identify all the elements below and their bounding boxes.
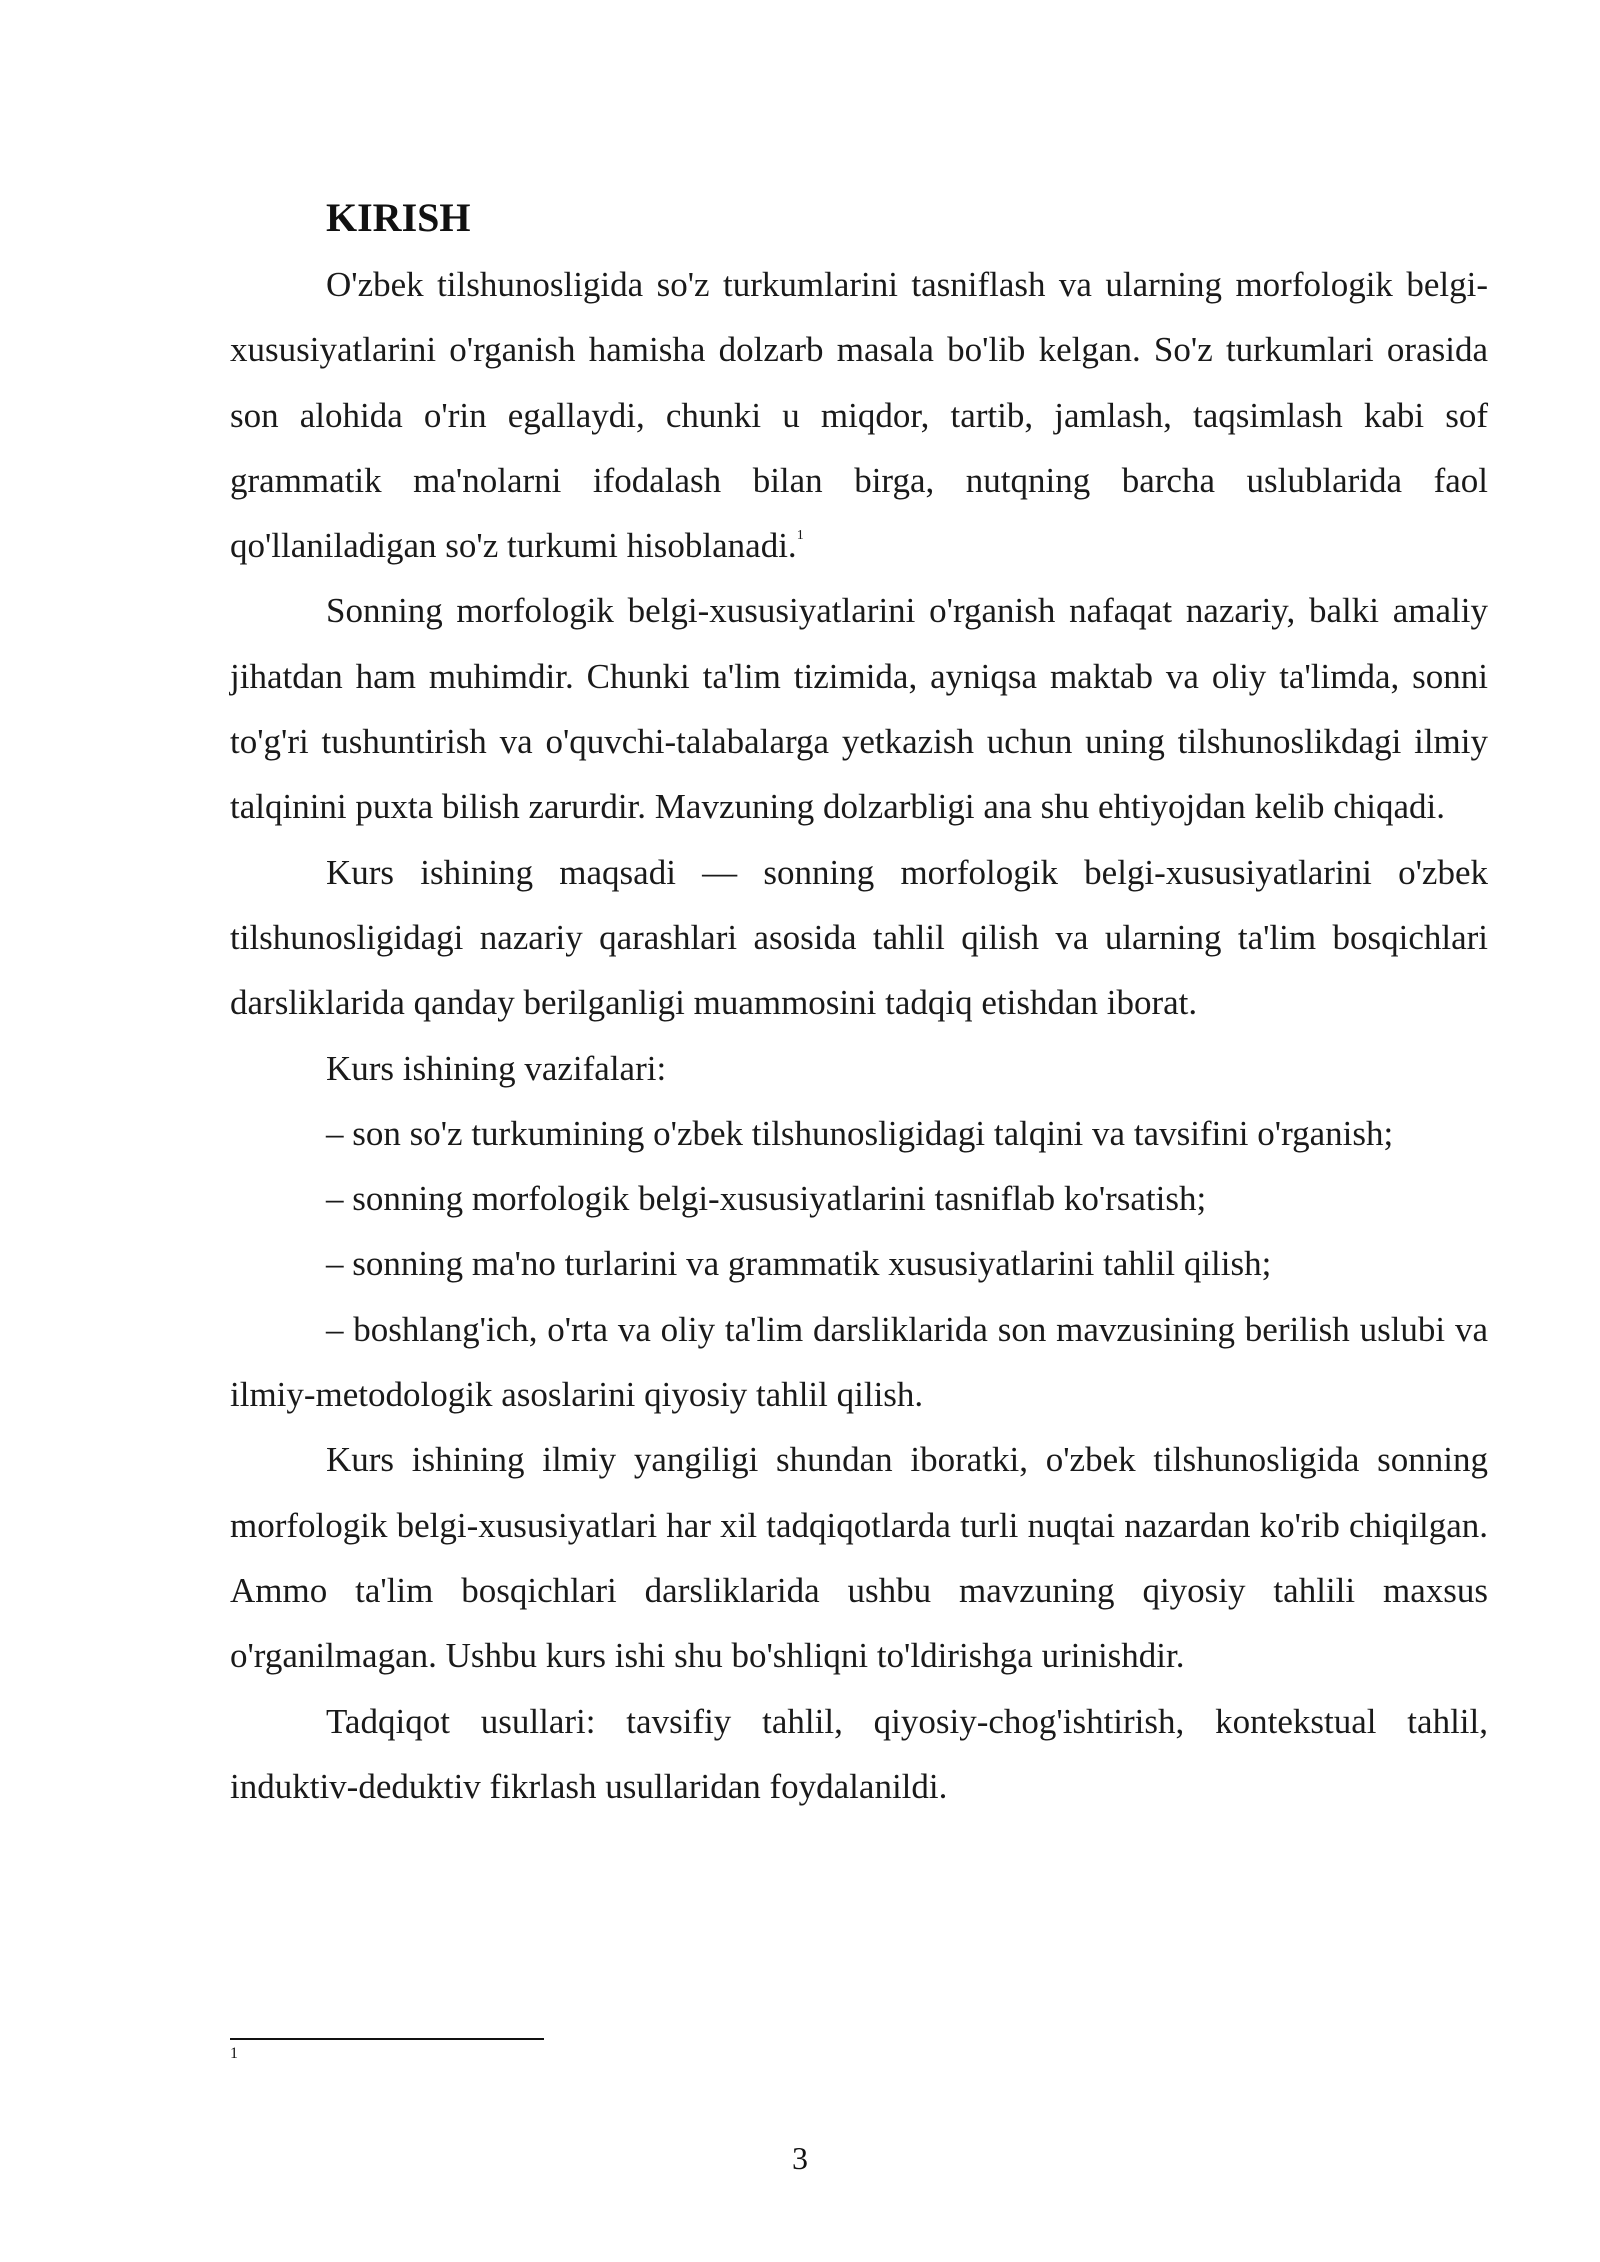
task-item: – boshlang'ich, o'rta va oliy ta'lim darsliklarida son mavzusining berilish uslubi va ilmiy-metodologik asoslarini qiyosiy tahlil qilish. xyxy=(230,1309,1488,1415)
page-body xyxy=(230,188,1488,1819)
paragraph-intro-text: O'zbek tilshunosligida so'z turkumlarini tasniflash va ularning morfologik belgi-xususiyatlarini o'rganish hamisha dolzarb masala bo'lib kelgan. So'z turkumlari orasida son alohida o'rin egallaydi, chunki u miqdor, tartib, jamlash, taqsimlash kabi sof grammatik ma'nolarni ifodalash bilan birga, nutqning barcha uslublarida faol qo'llaniladigan so'z turkumi hisoblanadi. xyxy=(230,265,1488,566)
footnote-separator xyxy=(230,2038,544,2040)
paragraph-intro xyxy=(230,252,1488,578)
paragraph-tasks-heading: Kurs ishining vazifalari: xyxy=(326,1048,667,1088)
paragraph-goal: Kurs ishining maqsadi — sonning morfologik belgi-xususiyatlarini o'zbek tilshunosligidagi nazariy qarashlari asosida tahlil qilish va ularning ta'lim bosqichlari darsliklarida qanday berilganligi muammosini tadqiq etishdan iborat. xyxy=(230,852,1488,1023)
page-number: 3 xyxy=(792,2140,808,2176)
paragraph-novelty: Kurs ishining ilmiy yangiligi shundan iboratki, o'zbek tilshunosligida sonning morfologik belgi-xususiyatlari har xil tadqiqotlarda turli nuqtai nazardan ko'rib chiqilgan. Ammo ta'lim bosqichlari darsliklarida ushbu mavzuning qiyosiy tahlili maxsus o'rganilmagan. Ushbu kurs ishi shu bo'shliqni to'ldirishga urinishdir. xyxy=(230,1440,1488,1676)
footnote-reference[interactable]: 1 xyxy=(796,528,804,544)
paragraph-relevance: Sonning morfologik belgi-xususiyatlarini o'rganish nafaqat nazariy, balki amaliy jihatdan ham muhimdir. Chunki ta'lim tizimida, ayniqsa maktab va oliy ta'limda, sonni to'g'ri tushuntirish va o'quvchi-talabalarga yetkazish uchun uning tilshunoslikdagi ilmiy talqinini puxta bilish zarurdir. Mavzuning dolzarbligi ana shu ehtiyojdan kelib chiqadi. xyxy=(230,591,1488,827)
task-item: – sonning ma'no turlarini va grammatik xususiyatlarini tahlil qilish; xyxy=(326,1244,1272,1284)
paragraph-methods: Tadqiqot usullari: tavsifiy tahlil, qiyosiy-chog'ishtirish, kontekstual tahlil, induktiv-deduktiv fikrlash usullaridan foydalanildi. xyxy=(230,1701,1488,1806)
task-item: – son so'z turkumining o'zbek tilshunosligidagi talqini va tavsifini o'rganish; xyxy=(326,1113,1394,1153)
section-heading: KIRISH xyxy=(326,195,471,240)
task-item: – sonning morfologik belgi-xususiyatlarini tasniflab ko'rsatish; xyxy=(326,1179,1207,1219)
footnote-number: 1 xyxy=(230,2045,238,2062)
